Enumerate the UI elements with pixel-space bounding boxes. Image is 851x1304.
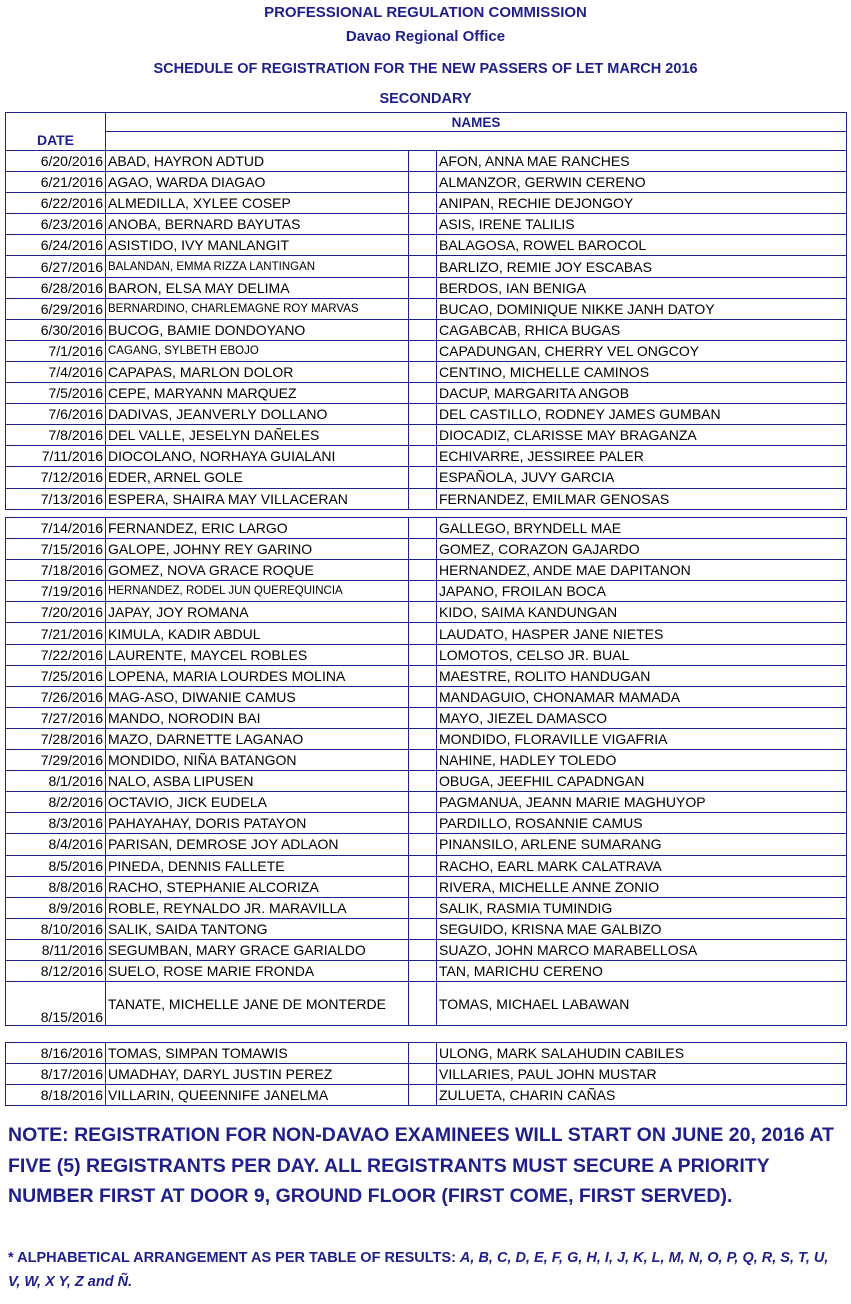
name-cell-right: CENTINO, MICHELLE CAMINOS: [437, 361, 847, 382]
table-row: [6, 298, 847, 319]
name-cell-left: LOPENA, MARIA LOURDES MOLINA: [106, 665, 409, 686]
date-cell: 7/18/2016: [6, 560, 106, 581]
table-row: [6, 813, 847, 834]
spacer-cell: [409, 425, 437, 446]
spacer-cell: [409, 771, 437, 792]
name-cell-left: AGAO, WARDA DIAGAO: [106, 172, 409, 193]
name-cell-right: MANDAGUIO, CHONAMAR MAMADA: [437, 686, 847, 707]
date-cell: 8/4/2016: [6, 834, 106, 855]
table-row: [6, 771, 847, 792]
name-cell-left: MONDIDO, NIÑA BATANGON: [106, 750, 409, 771]
name-cell-right: LAUDATO, HASPER JANE NIETES: [437, 623, 847, 644]
spacer-cell: [409, 623, 437, 644]
spacer-cell: [409, 939, 437, 960]
date-cell: 6/21/2016: [6, 172, 106, 193]
spacer-cell: [409, 214, 437, 235]
name-cell-right: OBUGA, JEEFHIL CAPADNGAN: [437, 771, 847, 792]
name-cell-left: ANOBA, BERNARD BAYUTAS: [106, 214, 409, 235]
date-cell: 6/22/2016: [6, 193, 106, 214]
table-row: [6, 383, 847, 404]
name-cell-left: MAZO, DARNETTE LAGANAO: [106, 728, 409, 749]
name-cell-left: SALIK, SAIDA TANTONG: [106, 918, 409, 939]
name-cell-right: ASIS, IRENE TALILIS: [437, 214, 847, 235]
name-cell-right: BERDOS, IAN BENIGA: [437, 277, 847, 298]
date-cell: 7/12/2016: [6, 467, 106, 488]
footnote-letters: A, B, C, D, E, F, G, H, I, J, K, L, M, N, O, P, Q, R, S, T, U, V, W, X Y, Z and Ñ.: [8, 1250, 829, 1290]
name-cell-right: JAPANO, FROILAN BOCA: [437, 581, 847, 602]
date-cell: 7/15/2016: [6, 539, 106, 560]
table-row: [6, 918, 847, 939]
name-cell-left: HERNANDEZ, RODEL JUN QUEREQUINCIA: [106, 581, 409, 602]
table-row: [6, 960, 847, 981]
schedule-group-3: [5, 1042, 846, 1106]
name-cell-left: UMADHAY, DARYL JUSTIN PEREZ: [106, 1064, 409, 1085]
name-cell-left: ALMEDILLA, XYLEE COSEP: [106, 193, 409, 214]
name-cell-right: LOMOTOS, CELSO JR. BUAL: [437, 644, 847, 665]
date-cell: 7/28/2016: [6, 728, 106, 749]
name-cell-right: PARDILLO, ROSANNIE CAMUS: [437, 813, 847, 834]
table-row: [6, 193, 847, 214]
name-cell-left: DADIVAS, JEANVERLY DOLLANO: [106, 404, 409, 425]
date-cell: 6/24/2016: [6, 235, 106, 256]
table-row: [6, 728, 847, 749]
name-cell-right: MAYO, JIEZEL DAMASCO: [437, 707, 847, 728]
date-cell: 6/20/2016: [6, 151, 106, 172]
table-row: [6, 361, 847, 382]
table-row: [6, 834, 847, 855]
name-cell-right: BARLIZO, REMIE JOY ESCABAS: [437, 256, 847, 277]
table-row: [6, 644, 847, 665]
schedule-group-1: [5, 150, 846, 510]
name-cell-left: LAURENTE, MAYCEL ROBLES: [106, 644, 409, 665]
footnote-prefix: * ALPHABETICAL ARRANGEMENT AS PER TABLE OF RESULTS:: [8, 1250, 460, 1266]
names-subheader-spacer: [106, 132, 847, 151]
table-row: [6, 340, 847, 361]
date-cell: 8/15/2016: [6, 982, 106, 1026]
spacer-cell: [409, 686, 437, 707]
name-cell-right: ULONG, MARK SALAHUDIN CABILES: [437, 1043, 847, 1064]
date-cell: 7/29/2016: [6, 750, 106, 771]
spacer-cell: [409, 707, 437, 728]
date-cell: 7/8/2016: [6, 425, 106, 446]
table-row: [6, 539, 847, 560]
spacer-cell: [409, 151, 437, 172]
name-cell-left: EDER, ARNEL GOLE: [106, 467, 409, 488]
name-cell-left: ABAD, HAYRON ADTUD: [106, 151, 409, 172]
table-row: [6, 467, 847, 488]
name-cell-right: TOMAS, MICHAEL LABAWAN: [437, 982, 847, 1026]
name-cell-right: SEGUIDO, KRISNA MAE GALBIZO: [437, 918, 847, 939]
name-cell-right: TAN, MARICHU CERENO: [437, 960, 847, 981]
names-column-header: NAMES: [106, 113, 847, 132]
date-cell: 8/9/2016: [6, 897, 106, 918]
spacer-cell: [409, 488, 437, 509]
date-cell: 7/14/2016: [6, 518, 106, 539]
name-cell-right: RIVERA, MICHELLE ANNE ZONIO: [437, 876, 847, 897]
date-cell: 8/5/2016: [6, 855, 106, 876]
table-header: [5, 112, 847, 151]
spacer-cell: [409, 172, 437, 193]
name-cell-right: FERNANDEZ, EMILMAR GENOSAS: [437, 488, 847, 509]
date-cell: 8/18/2016: [6, 1085, 106, 1106]
date-cell: 6/27/2016: [6, 256, 106, 277]
table-row: [6, 982, 847, 1026]
spacer-cell: [409, 319, 437, 340]
name-cell-right: ESPAÑOLA, JUVY GARCIA: [437, 467, 847, 488]
name-cell-right: GOMEZ, CORAZON GAJARDO: [437, 539, 847, 560]
spacer-cell: [409, 750, 437, 771]
name-cell-left: GALOPE, JOHNY REY GARINO: [106, 539, 409, 560]
name-cell-left: PAHAYAHAY, DORIS PATAYON: [106, 813, 409, 834]
table-row: [6, 623, 847, 644]
name-cell-right: CAPADUNGAN, CHERRY VEL ONGCOY: [437, 340, 847, 361]
name-cell-left: OCTAVIO, JICK EUDELA: [106, 792, 409, 813]
name-cell-right: BALAGOSA, ROWEL BAROCOL: [437, 235, 847, 256]
spacer-cell: [409, 581, 437, 602]
date-column-header: DATE: [6, 113, 106, 151]
date-cell: 8/11/2016: [6, 939, 106, 960]
spacer-cell: [409, 361, 437, 382]
spacer-cell: [409, 792, 437, 813]
date-cell: 7/4/2016: [6, 361, 106, 382]
spacer-cell: [409, 560, 437, 581]
table-row: [6, 488, 847, 509]
name-cell-left: KIMULA, KADIR ABDUL: [106, 623, 409, 644]
schedule-title: SCHEDULE OF REGISTRATION FOR THE NEW PASSERS OF LET MARCH 2016: [153, 61, 698, 77]
spacer-cell: [409, 918, 437, 939]
table-row: [6, 446, 847, 467]
name-cell-right: MONDIDO, FLORAVILLE VIGAFRIA: [437, 728, 847, 749]
name-cell-left: BALANDAN, EMMA RIZZA LANTINGAN: [106, 256, 409, 277]
spacer-cell: [409, 383, 437, 404]
table-row: [6, 1064, 847, 1085]
name-cell-left: CEPE, MARYANN MARQUEZ: [106, 383, 409, 404]
table-row: [6, 665, 847, 686]
office-title: Davao Regional Office: [345, 28, 506, 45]
date-cell: 8/1/2016: [6, 771, 106, 792]
name-cell-right: PAGMANUA, JEANN MARIE MAGHUYOP: [437, 792, 847, 813]
date-cell: 8/8/2016: [6, 876, 106, 897]
name-cell-right: SALIK, RASMIA TUMINDIG: [437, 897, 847, 918]
date-cell: 7/22/2016: [6, 644, 106, 665]
date-cell: 6/28/2016: [6, 277, 106, 298]
table-row: [6, 151, 847, 172]
name-cell-left: SUELO, ROSE MARIE FRONDA: [106, 960, 409, 981]
spacer-cell: [409, 298, 437, 319]
spacer-cell: [409, 728, 437, 749]
schedule-group-2: [5, 517, 846, 1026]
name-cell-left: TOMAS, SIMPAN TOMAWIS: [106, 1043, 409, 1064]
level-title: SECONDARY: [379, 91, 472, 107]
table-row: [6, 939, 847, 960]
name-cell-left: DIOCOLANO, NORHAYA GUIALANI: [106, 446, 409, 467]
table-row: [6, 876, 847, 897]
spacer-cell: [409, 340, 437, 361]
name-cell-right: ALMANZOR, GERWIN CERENO: [437, 172, 847, 193]
table-row: [6, 707, 847, 728]
name-cell-left: BARON, ELSA MAY DELIMA: [106, 277, 409, 298]
name-cell-left: DEL VALLE, JESELYN DAÑELES: [106, 425, 409, 446]
spacer-cell: [409, 193, 437, 214]
date-cell: 7/20/2016: [6, 602, 106, 623]
spacer-cell: [409, 602, 437, 623]
date-cell: 8/17/2016: [6, 1064, 106, 1085]
spacer-cell: [409, 446, 437, 467]
spacer-cell: [409, 277, 437, 298]
name-cell-left: SEGUMBAN, MARY GRACE GARIALDO: [106, 939, 409, 960]
spacer-cell: [409, 855, 437, 876]
table-row: [6, 319, 847, 340]
name-cell-right: PINANSILO, ARLENE SUMARANG: [437, 834, 847, 855]
name-cell-left: ESPERA, SHAIRA MAY VILLACERAN: [106, 488, 409, 509]
name-cell-left: RACHO, STEPHANIE ALCORIZA: [106, 876, 409, 897]
spacer-cell: [409, 518, 437, 539]
date-cell: 7/27/2016: [6, 707, 106, 728]
date-cell: 6/23/2016: [6, 214, 106, 235]
spacer-cell: [409, 813, 437, 834]
spacer-cell: [409, 665, 437, 686]
registration-note: NOTE: REGISTRATION FOR NON-DAVAO EXAMINEES WILL START ON JUNE 20, 2016 AT FIVE (5) REGISTRANTS PER DAY. ALL REGISTRANTS MUST SECURE A PRIORITY NUMBER FIRST AT DOOR 9, GROUND FLOOR (FIRST COME, FIRST SERVED).: [8, 1124, 834, 1207]
name-cell-right: ANIPAN, RECHIE DEJONGOY: [437, 193, 847, 214]
table-row: [6, 256, 847, 277]
table-row: [6, 425, 847, 446]
name-cell-left: NALO, ASBA LIPUSEN: [106, 771, 409, 792]
table-row: [6, 581, 847, 602]
name-cell-right: DEL CASTILLO, RODNEY JAMES GUMBAN: [437, 404, 847, 425]
table-row: [6, 750, 847, 771]
name-cell-left: CAPAPAS, MARLON DOLOR: [106, 361, 409, 382]
spacer-cell: [409, 404, 437, 425]
spacer-cell: [409, 467, 437, 488]
name-cell-right: DACUP, MARGARITA ANGOB: [437, 383, 847, 404]
date-cell: 7/13/2016: [6, 488, 106, 509]
name-cell-right: DIOCADIZ, CLARISSE MAY BRAGANZA: [437, 425, 847, 446]
spacer-cell: [409, 256, 437, 277]
alphabetical-footnote: [8, 1246, 843, 1294]
table-row: [6, 855, 847, 876]
name-cell-right: SUAZO, JOHN MARCO MARABELLOSA: [437, 939, 847, 960]
name-cell-right: ZULUETA, CHARIN CAÑAS: [437, 1085, 847, 1106]
name-cell-left: MAG-ASO, DIWANIE CAMUS: [106, 686, 409, 707]
table-row: [6, 404, 847, 425]
table-row: [6, 1043, 847, 1064]
name-cell-left: FERNANDEZ, ERIC LARGO: [106, 518, 409, 539]
name-cell-right: RACHO, EARL MARK CALATRAVA: [437, 855, 847, 876]
date-cell: 6/29/2016: [6, 298, 106, 319]
table-row: [6, 686, 847, 707]
date-cell: 8/3/2016: [6, 813, 106, 834]
date-cell: 7/26/2016: [6, 686, 106, 707]
name-cell-right: BUCAO, DOMINIQUE NIKKE JANH DATOY: [437, 298, 847, 319]
table-row: [6, 518, 847, 539]
spacer-cell: [409, 539, 437, 560]
name-cell-left: ASISTIDO, IVY MANLANGIT: [106, 235, 409, 256]
date-cell: 7/25/2016: [6, 665, 106, 686]
spacer-cell: [409, 235, 437, 256]
spacer-cell: [409, 1085, 437, 1106]
name-cell-left: JAPAY, JOY ROMANA: [106, 602, 409, 623]
name-cell-left: GOMEZ, NOVA GRACE ROQUE: [106, 560, 409, 581]
date-cell: 7/5/2016: [6, 383, 106, 404]
org-title: PROFESSIONAL REGULATION COMMISSION: [264, 4, 587, 21]
name-cell-right: NAHINE, HADLEY TOLEDO: [437, 750, 847, 771]
name-cell-left: BERNARDINO, CHARLEMAGNE ROY MARVAS: [106, 298, 409, 319]
date-cell: 7/6/2016: [6, 404, 106, 425]
date-cell: 7/1/2016: [6, 340, 106, 361]
name-cell-left: ROBLE, REYNALDO JR. MARAVILLA: [106, 897, 409, 918]
name-cell-left: BUCOG, BAMIE DONDOYANO: [106, 319, 409, 340]
date-cell: 6/30/2016: [6, 319, 106, 340]
spacer-cell: [409, 1043, 437, 1064]
name-cell-right: HERNANDEZ, ANDE MAE DAPITANON: [437, 560, 847, 581]
spacer-cell: [409, 644, 437, 665]
date-cell: 8/2/2016: [6, 792, 106, 813]
date-cell: 7/21/2016: [6, 623, 106, 644]
table-row: [6, 235, 847, 256]
table-row: [6, 560, 847, 581]
name-cell-right: KIDO, SAIMA KANDUNGAN: [437, 602, 847, 623]
name-cell-left: CAGANG, SYLBETH EBOJO: [106, 340, 409, 361]
name-cell-right: AFON, ANNA MAE RANCHES: [437, 151, 847, 172]
name-cell-left: VILLARIN, QUEENNIFE JANELMA: [106, 1085, 409, 1106]
name-cell-left: PARISAN, DEMROSE JOY ADLAON: [106, 834, 409, 855]
spacer-cell: [409, 1064, 437, 1085]
name-cell-left: PINEDA, DENNIS FALLETE: [106, 855, 409, 876]
name-cell-left: TANATE, MICHELLE JANE DE MONTERDE: [106, 982, 409, 1026]
table-row: [6, 602, 847, 623]
date-cell: 7/11/2016: [6, 446, 106, 467]
table-row: [6, 172, 847, 193]
name-cell-right: ECHIVARRE, JESSIREE PALER: [437, 446, 847, 467]
name-cell-right: VILLARIES, PAUL JOHN MUSTAR: [437, 1064, 847, 1085]
name-cell-right: GALLEGO, BRYNDELL MAE: [437, 518, 847, 539]
date-cell: 8/12/2016: [6, 960, 106, 981]
name-cell-left: MANDO, NORODIN BAI: [106, 707, 409, 728]
spacer-cell: [409, 982, 437, 1026]
table-header-block: [5, 112, 846, 151]
spacer-cell: [409, 897, 437, 918]
date-cell: 8/10/2016: [6, 918, 106, 939]
date-cell: 7/19/2016: [6, 581, 106, 602]
spacer-cell: [409, 834, 437, 855]
table-row: [6, 277, 847, 298]
name-cell-right: MAESTRE, ROLITO HANDUGAN: [437, 665, 847, 686]
table-row: [6, 792, 847, 813]
table-row: [6, 1085, 847, 1106]
spacer-cell: [409, 960, 437, 981]
date-cell: 8/16/2016: [6, 1043, 106, 1064]
spacer-cell: [409, 876, 437, 897]
table-row: [6, 214, 847, 235]
name-cell-right: CAGABCAB, RHICA BUGAS: [437, 319, 847, 340]
table-row: [6, 897, 847, 918]
